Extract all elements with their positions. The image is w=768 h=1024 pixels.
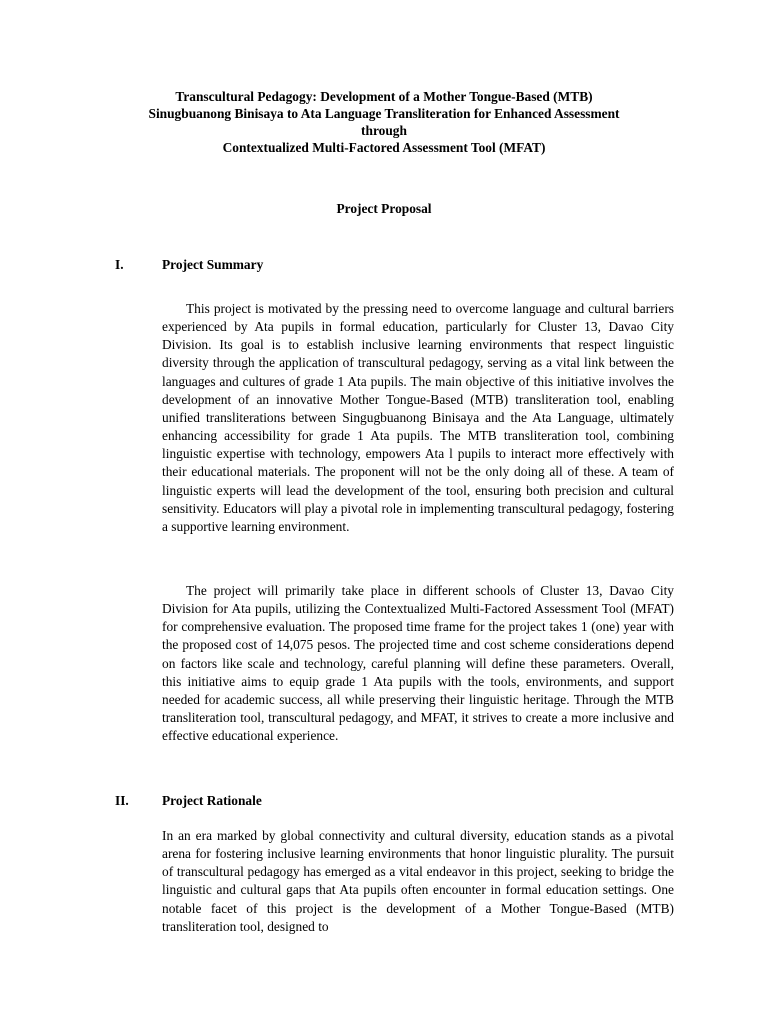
section-heading-project-rationale [115,792,262,809]
section-title: Project Summary [162,257,264,272]
title-line: Sinugbuanong Binisaya to Ata Language Transliteration for Enhanced Assessment [148,106,620,121]
section-number: I. [115,257,124,272]
title-line: Transcultural Pedagogy: Development of a Mother Tongue-Based (MTB) [175,89,593,104]
section-number: II. [115,793,129,808]
title-line: through [361,123,407,138]
title-line: Contextualized Multi-Factored Assessment Tool (MFAT) [222,140,546,155]
summary-paragraph-2: The project will primarily take place in different schools of Cluster 13, Davao City Division for Ata pupils, utilizing the Contextualized Multi-Factored Assessment Tool (MFAT) for comprehensive evaluation. The proposed time frame for the project takes 1 (one) year with the proposed cost of 14,075 pesos. The projected time and cost scheme considerations depend on factors like scale and technology, careful planning will define these parameters. Overall, this initiative aims to equip grade 1 Ata pupils with the tools, environments, and support needed for academic success, all while preserving their linguistic heritage. Through the MTB transliteration tool, transcultural pedagogy, and MFAT, it strives to create a more inclusive and effective educational experience. [162,583,674,744]
document-title [100,88,668,156]
summary-paragraph-1: This project is motivated by the pressing need to overcome language and cultural barriers experienced by Ata pupils in formal education, particularly for Cluster 13, Davao City Division. Its goal is to establish inclusive learning environments that respect linguistic diversity through the application of transcultural pedagogy, serving as a vital link between the languages and cultures of grade 1 Ata pupils. The main objective of this initiative involves the development of an innovative Mother Tongue-Based (MTB) transliteration tool, enabling unified transliterations between Singugbuanong Binisaya and the Ata Language, ultimately enhancing accessibility for grade 1 Ata pupils. The MTB transliteration tool, combining linguistic expertise with technology, empowers Ata l pupils to interact more effectively with their educational materials. The proponent will not be the only doing all of these. A team of linguistic experts will lead the development of the tool, ensuring both precision and cultural sensitivity. Educators will play a pivotal role in implementing transcultural pedagogy, fostering a supportive learning environment. [162,301,674,534]
document-type-heading: Project Proposal [336,201,432,216]
rationale-paragraph-1: In an era marked by global connectivity and cultural diversity, education stands as a pivotal arena for fostering inclusive learning environments that honor linguistic plurality. The pursuit of transcultural pedagogy has emerged as a vital endeavor in this project, seeking to bridge the linguistic and cultural gaps that Ata pupils often encounter in formal education settings. One notable facet of this project is the development of a Mother Tongue-Based (MTB) transliteration tool, designed to [162,828,674,934]
section-heading-project-summary [115,256,263,273]
section-title: Project Rationale [162,793,262,808]
